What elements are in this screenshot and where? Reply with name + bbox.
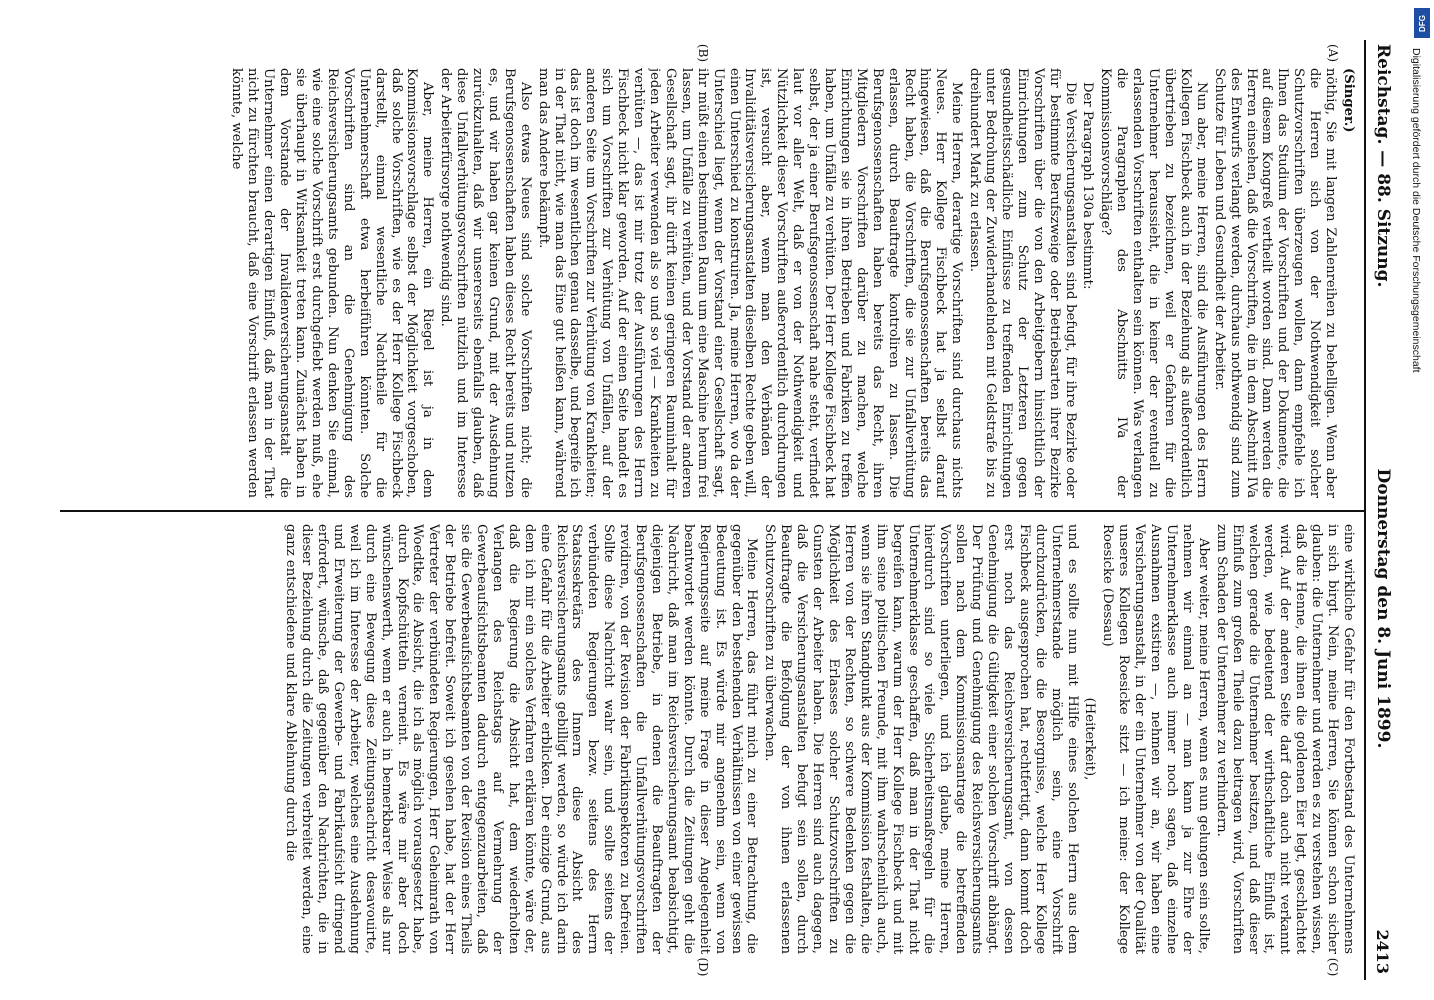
column-right (70, 524, 1356, 954)
marker-c: (C) (1326, 957, 1340, 977)
header-date: Donnerstag den 8. Juni 1899. (1373, 468, 1393, 749)
column-divider (60, 510, 1364, 512)
paragraph: Meine Herren, derartige Vorschriften sind durchaus nichts Neues. Herr Kollege Fischbeck hat ja selbst darauf hingewiesen, daß die Berufsgenossenschaften bereits das Recht haben, die Vorschriften, die sie zur Unfallverhütung erlassen, durch Beauftragte kontroliren zu lassen. Die Berufsgenossenschaften haben bereits das Recht, ihren Mitgliedern Vorschriften darüber zu machen, welche Einrichtungen sie in ihren Betrieben und Fabriken zu treffen haben, um Unfälle zu verhüten. Der Herr Kollege Fischbeck hat selbst, der ja einer Berufsgenossenschaft nahe steht, verfindet laut vor aller Welt, daß er von der Nothwendigkeit und Nützlichkeit dieser Vorschriften außerordentlich durchdrungen ist, versucht aber, wenn man den Verbänden der Invaliditätsversicherungsanstalten dieselben Rechte geben will, einen Unterschied zu konstruiren. Ja, meine Herren, wo da der Unterschied liegt, wenn der Vorstand einer Gesellschaft sagt, ihr müßt einen bestimmten Raum um eine Maschine herum frei lassen, um Unfälle zu verhüten, und der Vorstand der anderen Gesellschaft sagt, ihr dürft keinen geringeren Rauminhalt für jeden Arbeiter verwenden als so und so viel — Krankheiten zu verhüten —, das ist mir trotz der Ausführungen des Herrn Fischbeck nicht klar geworden. Auf der einen Seite handelt es sich um Vorschriften zur Verhütung von Unfällen, auf der anderen Seite um Vorschriften zur Verhütung von Krankheiten; das ist doch im wesentlichen genau dasselbe, und begreife ich in der That nicht, wie man das Eine gut heißen kann, während man das Andere bekämpft. (535, 68, 965, 498)
paragraph: Also etwas Neues sind solche Vorschriften nicht; die Berufsgenossenschaften haben dieses Recht bereits und nutzen es, und wir haben gar keinen Grund, mit der Ausdehnung zurückzuhalten, daß wir unsererseits ebenfalls glauben, daß diese Unfallverhütungsvorschriften nützlich und im Interesse der Arbeiterfürsorge nothwendig sind. (438, 68, 533, 498)
marker-b: (B) (696, 43, 710, 63)
paragraph: und es sollte nun mit Hilfe eines solchen Herrn aus dem Unternehmerstande möglich sein, eine Vorschrift durchzudrücken, die die Besorgnisse, welche Herr Kollege Fischbeck ausgesprochen hat, rechtfertigt, dann kommt doch erst noch das Reichsversicherungsamt, von dessen Genehmigung die Gültigkeit einer solchen Vorschrift abhängt. Der Prüfung und Genehmigung des Reichsversicherungsamts sollen nach dem Kommissionsantrage die betreffenden Vorschriften unterliegen, und ich glaube, meine Herren, hierdurch sind so viele Sicherheitsmaßregeln für die Unternehmerklasse geschaffen, daß man in der That nicht begreifen kann, warum der Herr Kollege Fischbeck und mit ihm seine politischen Freunde, mit ihm wahrscheinlich auch, wenn sie ihren Standpunkt aus der Kommission festhalten, die Herren von der Rechten, so schwere Bedenken gegen die Möglichkeit des Erlasses solcher Schutzvorschriften zu Gunsten der Arbeiter haben. Die Herren sind auch dagegen, daß die Versicherungsanstalten befugt sein sollen, durch Beauftragte die Befolgung der von ihnen erlassenen Schutzvorschriften zu überwachen. (762, 524, 1080, 954)
rotated-page (60, 40, 1400, 980)
page-header (1366, 40, 1400, 980)
marker-a: (A) (1326, 43, 1340, 63)
speaker-label: (Singer.) (1341, 68, 1356, 133)
digitization-sidebar (1410, 8, 1430, 993)
paragraph: eine wirkliche Gefahr für den Fortbestand des Unternehmens in sich birgt. Nein, meine Herren, Sie können schon sicher glauben: die Unternehmer und werden es zu verstehen wissen, daß die Henne, die ihnen die goldenen Eier legt, geschlachtet wird. Auf der anderen Seite darf doch auch nicht verkannt werden, wie bedeutend der wirthschaftliche Einfluß ist, welchen gerade die Unternehmer besitzen, und daß dieser Einfluß zum großen Theile dazu beitragen wird, Vorschriften zum Schaden der Unternehmer zu verhindern. (1213, 524, 1356, 954)
paragraph: Nun aber, meine Herren, sind die Ausführungen des Herrn Kollegen Fischbeck auch in der Beziehung als außerordentlich übertrieben zu bezeichnen, weil er Gefahren für die Unternehmer heraussieht, die in keiner der eventuell zu erlassenden Vorschriften enthalten sein können. Was verlangen die Paragraphen des Abschnitts IVa der Kommissionsvorschläge? (1098, 68, 1209, 498)
dfg-logo (1414, 8, 1430, 38)
paragraph: Der Paragraph 130a bestimmt: (1080, 82, 1096, 290)
document-sheet (60, 40, 1400, 980)
paragraph: Aber weiter, meine Herren, wenn es nun gelungen sein sollte, nehmen wir einmal an — man kann ja zur Ehre der Unternehmerklasse auch immer noch sagen, daß einzelne Ausnahmen existiren —, nehmen wir an, wir haben eine Versicherungsanstalt, in der ein Unternehmer von der Qualität unseres Kollegen Roesicke sitzt — ich meine: der Kollege Roesicke (Dessau) (1100, 524, 1211, 954)
interjection: (Heiterkeit), (1082, 697, 1098, 781)
paragraph: Die Versicherungsanstalten sind befugt, für ihre Bezirke oder für bestimmte Berufszweige oder Betriebsarten ihrer Bezirke Vorschriften über die von den Arbeitgebern hinsichtlich der Einrichtungen zum Schutz der Letzteren gegen gesundheitsschädliche Einflüsse zu treffenden Einrichtungen unter Bedrohung der Zuwiderhandelnden mit Geldstrafe bis zu dreihundert Mark zu erlassen. (967, 68, 1078, 498)
header-rule (1364, 40, 1366, 980)
marker-d: (D) (696, 957, 710, 977)
dfg-logo-text: DFG (1417, 14, 1427, 32)
funding-note (1410, 48, 1430, 988)
funding-note-text: Digitalisierung gefördert durch die Deutsche Forschungsgemeinschaft (1410, 48, 1422, 373)
paragraph: Aber, meine Herren, ein Riegel ist ja in dem Kommissionsvorschlage selbst der Möglichkeit vorgeschoben, daß solche Vorschriften, wie es der Herr Kollege Fischbeck darstellt, einmal wesentliche Nachtheile für die Unternehmerschaft etwa herbeiführen könnten. Solche Vorschriften sind an die Genehmigung des Reichsversicherungsamts gebunden. Nun denken Sie einmal, wie eine solche Vorschrift erst durchgefiebt werden muß, ehe sie überhaupt in Wirksamkeit treten kann. Zunächst haben in dem Vorstande der Invalidenversicherungsanstalt die Unternehmer einen derartigen Einfluß, daß man in der That nicht zu fürchten braucht, daß eine Vorschrift erlassen werden könnte, welche (229, 68, 436, 498)
page (60, 40, 1400, 980)
column-left (70, 68, 1356, 498)
header-left: Reichstag. — 88. Sitzung. (1373, 44, 1393, 288)
page-number: 2413 (1373, 929, 1393, 974)
paragraph: Meine Herren, das führt mich zu einer Betrachtung, die gegenüber den bestehenden Verhältnissen von einer gewissen Bedeutung ist. Es würde mir angenehm sein, wenn von Regierungsseite auf meine Frage in dieser Angelegenheit beantwortet werden könnte. Durch die Zeitungen geht die Nachricht, daß man im Reichsversicherungsamt beabsichtigt, diejenigen Betriebe, in denen die Beauftragten der Berufsgenossenschaften die Unfallverhütungsvorschriften revidiren, von der Revision der Fabrikinspektoren zu befreien. Sollte diese Nachricht wahr sein, und sollte seitens der verbündeten Regierungen bezw. seitens des Herrn Staatssekretärs des Innern diese Absicht des Reichsversicherungsamts gebilligt werden, so würde ich darin eine Gefahr für die Arbeiter erblicken. Der einzige Grund, aus dem ich mir ein solches Verfahren erklären könnte, wäre der, daß die Regierung die Absicht hat, dem wiederholten Verlangen des Reichstags auf Vermehrung der Gewerbeaufsichtsbeamten dadurch entgegenzuarbeiten, daß sie die Gewerbeaufsichtsbeamten von der Revision eines Theils der Betriebe befreit. Soweit ich gesehen habe, hat der Herr Vertreter der verbündeten Regierungen, Herr Geheimrath von Woedtke, die Absicht, die ich als möglich vorausgesetzt habe, durch Kopfschütteln verneint. Es wäre mir aber doch wünschenswerth, wenn er auch in bemerkbarer Weise als nur durch eine Bewegung diese Zeitungsnachricht desavouirte, weil ich im Interesse der Arbeiter, welches eine Ausdehnung und Erweiterung der Gewerbe- und Fabrikaufsicht dringend erfordert, wünsche, daß gegenüber den Nachrichten, die in dieser Beziehung durch die Zeitungen verbreitet werden, eine ganz entschiedene und klare Ablehnung durch die (283, 524, 760, 954)
paragraph: nöthig, Sie mit langen Zahlenreihen zu behelligen. Wenn aber die Herren sich von der Nothwendigkeit solcher Schutzvorschriften überzeugen wollen, dann empfehle ich Ihnen das Studium der Vorschriften und der Dokumente, die auf diesem Kongreß vertheilt worden sind. Dann werden die Herren einsehen, daß die Vorschriften, die in dem Abschnitt IVa des Entwurfs verlangt werden, durchaus nothwendig sind zum Schutze für Leben und Gesundheit der Arbeiter. (1211, 68, 1339, 498)
